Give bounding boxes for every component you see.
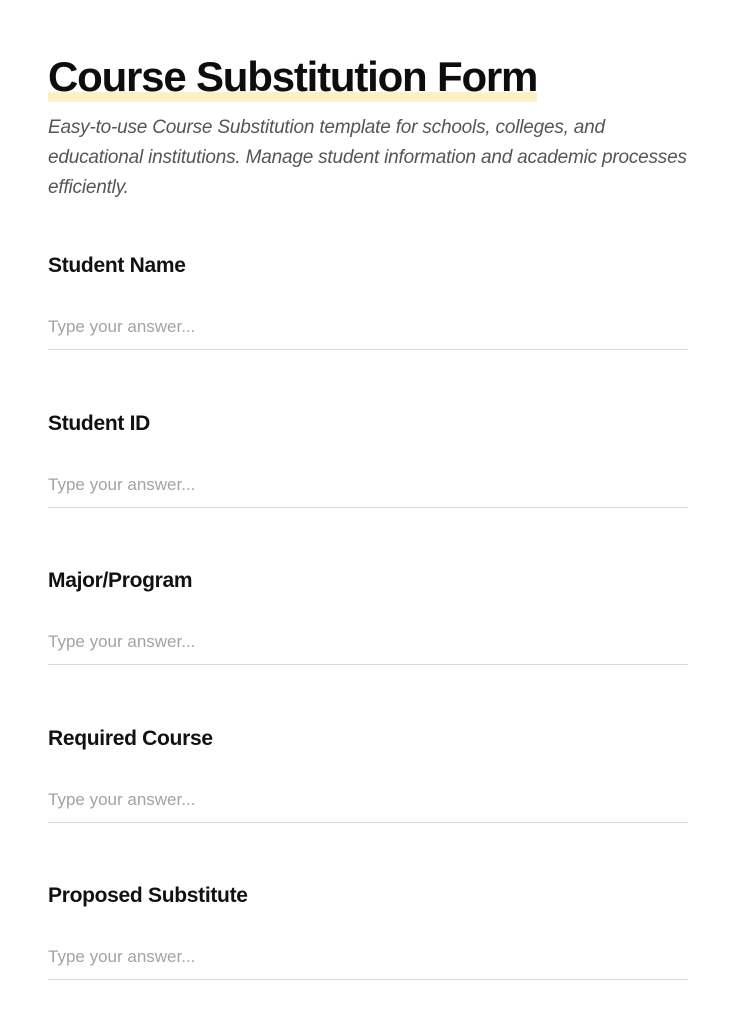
field-proposed-substitute xyxy=(48,882,688,980)
form-title-wrap xyxy=(48,52,537,102)
field-label-required-course: Required Course xyxy=(48,727,213,750)
student-id-input[interactable] xyxy=(48,472,688,508)
field-label-student-name: Student Name xyxy=(48,254,186,277)
required-course-input[interactable] xyxy=(48,787,688,823)
form-description: Easy-to-use Course Substitution template for schools, colleges, and educational institutions. Manage student information and academic processes efficiently. xyxy=(48,117,687,198)
field-label-major-program: Major/Program xyxy=(48,569,193,592)
major-program-input[interactable] xyxy=(48,629,688,665)
field-required-course xyxy=(48,725,688,823)
field-student-name xyxy=(48,252,688,350)
student-name-input[interactable] xyxy=(48,314,688,350)
form-page xyxy=(48,0,688,907)
proposed-substitute-input[interactable] xyxy=(48,944,688,980)
field-major-program xyxy=(48,567,688,665)
field-student-id xyxy=(48,410,688,508)
field-label-student-id: Student ID xyxy=(48,412,150,435)
field-label-proposed-substitute: Proposed Substitute xyxy=(48,884,248,907)
form-title: Course Substitution Form xyxy=(48,53,538,100)
